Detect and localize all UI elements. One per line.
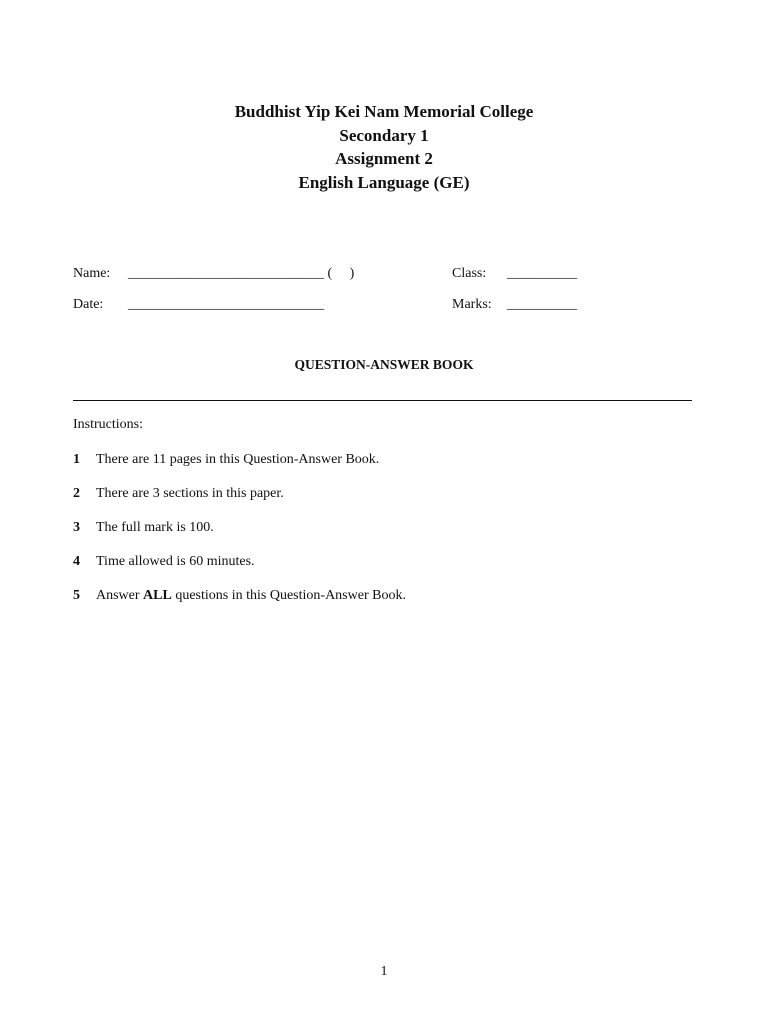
instruction-number: 3: [73, 520, 80, 535]
instruction-number: 1: [73, 452, 80, 467]
subject-title: English Language (GE): [298, 172, 470, 192]
grade-level: Secondary 1: [339, 125, 429, 145]
title-block: [0, 100, 768, 194]
instruction-number: 4: [73, 554, 80, 569]
instruction-emphasis: ALL: [143, 588, 172, 603]
instruction-number: 5: [73, 588, 80, 603]
instruction-item: [73, 588, 406, 604]
instructions-heading: Instructions:: [73, 417, 143, 432]
book-title: QUESTION-ANSWER BOOK: [294, 357, 474, 372]
instruction-item: [73, 452, 379, 468]
divider: [73, 400, 692, 401]
instruction-text: There are 3 sections in this paper.: [96, 486, 284, 501]
instruction-item: [73, 554, 255, 570]
marks-label: Marks:: [452, 297, 492, 312]
instruction-text-before: Answer: [96, 588, 144, 603]
instruction-number: 2: [73, 486, 80, 501]
marks-field[interactable]: __________: [507, 297, 577, 312]
class-field[interactable]: __________: [507, 266, 577, 281]
name-label: Name:: [73, 266, 111, 281]
date-field[interactable]: ____________________________: [128, 297, 324, 312]
instruction-text-after: questions in this Question-Answer Book.: [171, 588, 406, 603]
name-field[interactable]: ____________________________ ( ): [128, 266, 355, 281]
instruction-item: [73, 520, 214, 536]
instruction-text: The full mark is 100.: [96, 520, 214, 535]
assignment-title: Assignment 2: [335, 149, 433, 168]
instruction-text: There are 11 pages in this Question-Answer Book.: [96, 452, 380, 467]
instruction-item: [73, 486, 284, 502]
school-name: Buddhist Yip Kei Nam Memorial College: [234, 102, 534, 121]
instruction-text: Time allowed is 60 minutes.: [96, 554, 255, 569]
page-number: 1: [380, 964, 388, 979]
class-label: Class:: [452, 266, 487, 281]
date-label: Date:: [73, 297, 104, 312]
